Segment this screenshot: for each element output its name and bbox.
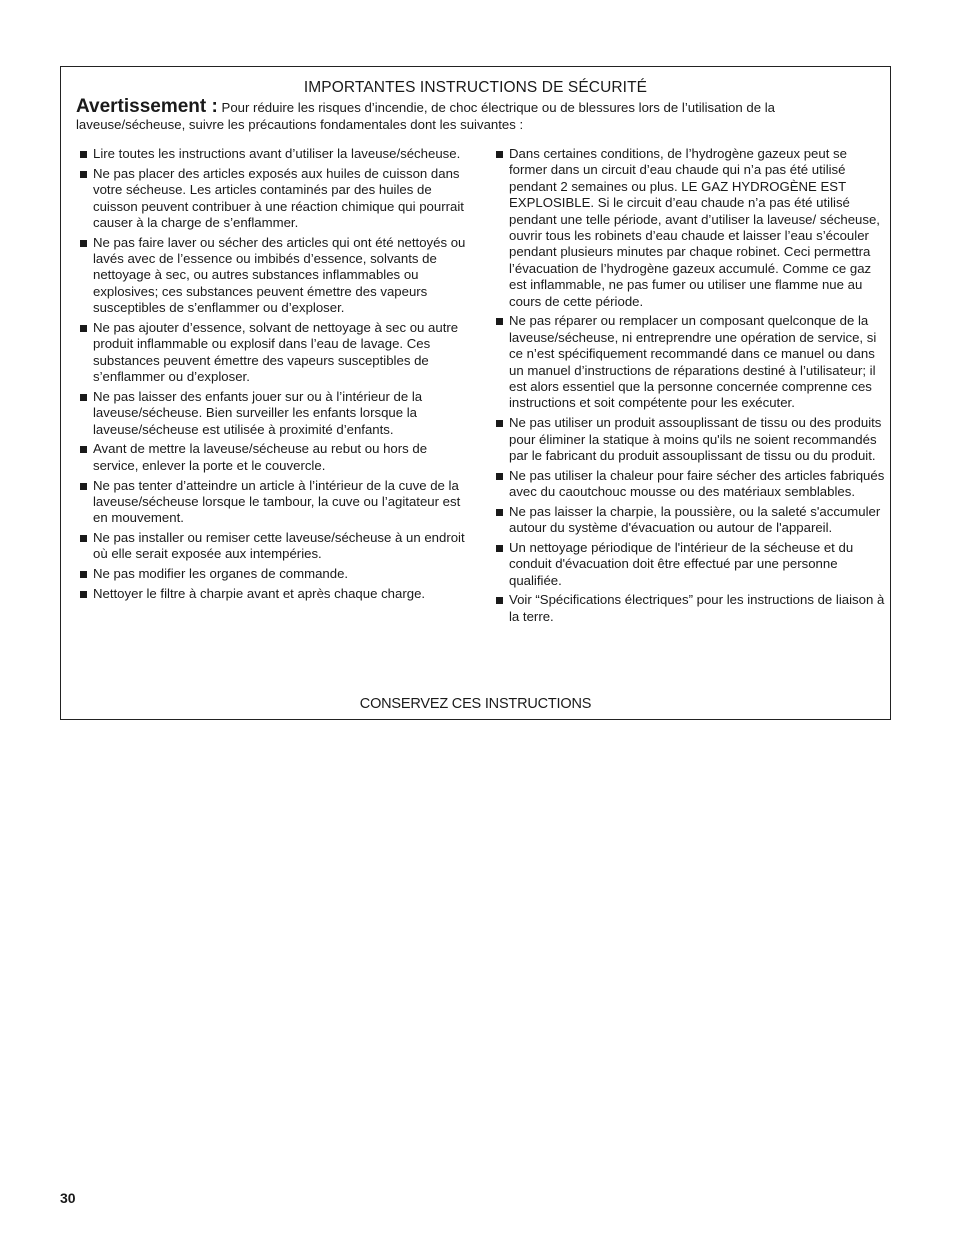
square-bullet-icon <box>80 151 87 158</box>
square-bullet-icon <box>80 171 87 178</box>
list-item <box>79 441 475 474</box>
square-bullet-icon <box>496 318 503 325</box>
instruction-text: Ne pas tenter d’atteindre un article à l’intérieur de la cuve de la laveuse/sécheuse lorsque le tambour, la cuve ou l’agitateur est en mouvement. <box>93 477 461 526</box>
list-item <box>495 592 885 625</box>
instruction-text: Ne pas laisser la charpie, la poussière, ou la saleté s'accumuler autour du système d'évacuation ou autour de l'appareil. <box>509 503 881 536</box>
instruction-text: Ne pas faire laver ou sécher des articles qui ont été nettoyés ou lavés avec de l’essence ou imbibés d’essence, solvants de nettoyage à sec, ou autres substances inflammables ou explosives; ces substances peuvent émettre des vapeurs susceptibles de s’enflammer ou d’exploser. <box>93 234 466 316</box>
square-bullet-icon <box>80 240 87 247</box>
square-bullet-icon <box>496 473 503 480</box>
list-item <box>79 166 475 232</box>
list-item <box>495 468 885 501</box>
instruction-text: Voir “Spécifications électriques” pour les instructions de liaison à la terre. <box>509 592 885 624</box>
warning-text: Pour réduire les risques d’incendie, de choc électrique ou de blessures lors de l’utilisation de la laveuse/sécheuse, suivre les précautions fondamentales dont les suivantes : <box>76 100 775 132</box>
instruction-text: Ne pas placer des articles exposés aux huiles de cuisson dans votre sécheuse. Les articles contaminés par des huiles de cuisson peuvent contribuer à une réaction chimique qui pourrait causer à la charge de s’enflammer. <box>93 165 464 230</box>
list-item <box>79 389 475 438</box>
left-instruction-list <box>79 146 475 606</box>
list-item <box>495 313 885 411</box>
instruction-text: Ne pas modifier les organes de commande. <box>93 566 349 582</box>
list-item <box>495 146 885 310</box>
list-item <box>495 504 885 537</box>
save-instructions-note: CONSERVEZ CES INSTRUCTIONS <box>359 696 592 712</box>
list-item <box>79 586 475 602</box>
square-bullet-icon <box>80 483 87 490</box>
instruction-text: Avant de mettre la laveuse/sécheuse au rebut ou hors de service, enlever la porte et le couvercle. <box>93 441 428 473</box>
instruction-text: Ne pas utiliser la chaleur pour faire sécher des articles fabriqués avec du caoutchouc mousse ou des matériaux semblables. <box>509 467 885 500</box>
list-item <box>79 530 475 563</box>
instruction-text: Un nettoyage périodique de l'intérieur de la sécheuse et du conduit d'évacuation doit être effectué par une personne qualifiée. <box>509 539 854 588</box>
instruction-text: Ne pas utiliser un produit assouplissant de tissu ou des produits pour éliminer la statique à moins qu'ils ne soient recommandés par le fabricant du produit assouplissant de tissu ou du produit. <box>509 415 882 463</box>
list-item <box>495 540 885 589</box>
square-bullet-icon <box>80 446 87 453</box>
list-item <box>79 235 475 317</box>
square-bullet-icon <box>80 571 87 578</box>
square-bullet-icon <box>80 325 87 332</box>
square-bullet-icon <box>496 545 503 552</box>
list-item <box>495 415 885 464</box>
warning-label: Avertissement : <box>76 96 218 117</box>
square-bullet-icon <box>496 420 503 427</box>
right-instruction-list <box>495 146 885 628</box>
square-bullet-icon <box>80 394 87 401</box>
warning-intro <box>76 96 876 133</box>
instruction-text: Ne pas réparer ou remplacer un composant quelconque de la laveuse/sécheuse, ni entreprendre une opération de service, si ce n’est spécifiquement recommandé dans ce manuel ou dans un manuel d’instructions de réparations destiné à l’utilisateur; il est alors essentiel que la personne concernée comprenne ces instructions et soit compétente pour les exécuter. <box>509 313 877 411</box>
instruction-text: Ne pas laisser des enfants jouer sur ou à l’intérieur de la laveuse/sécheuse. Bien surveiller les enfants lorsque la laveuse/sécheuse est utilisée à proximité d’enfants. <box>93 388 423 437</box>
instruction-text: Ne pas ajouter d’essence, solvant de nettoyage à sec ou autre produit inflammable ou explosif dans l’eau de lavage. Ces substances peuvent émettre des vapeurs susceptibles de s’enflammer ou d’exploser. <box>93 319 459 385</box>
instruction-text: Nettoyer le filtre à charpie avant et après chaque charge. <box>93 585 426 601</box>
square-bullet-icon <box>496 597 503 604</box>
safety-instructions-box <box>60 66 891 720</box>
list-item <box>79 320 475 386</box>
instruction-text: Dans certaines conditions, de l’hydrogène gazeux peut se former dans un circuit d’eau chaude qui n’a pas été utilisé pendant 2 semaines ou plus. LE GAZ HYDROGÈNE EST EXPLOSIBLE. Si le circuit d’eau chaude n’a pas été utilisé pendant une telle période, avant d’utiliser la laveuse/ sécheuse, ouvrir tous les robinets d’eau chaude et laisser l’eau s’écouler pendant plusieurs minutes par chaque robinet. Ceci permettra l’évacuation de l’hydrogène gazeux accumulé. Comme ce gaz est inflammable, ne pas fumer ou utiliser une flamme nue au cours de cette période. <box>509 146 880 309</box>
square-bullet-icon <box>80 591 87 598</box>
safety-heading: IMPORTANTES INSTRUCTIONS DE SÉCURITÉ <box>303 79 648 96</box>
page-number: 30 <box>60 1190 76 1206</box>
square-bullet-icon <box>496 151 503 158</box>
list-item <box>79 566 475 582</box>
list-item <box>79 478 475 527</box>
instruction-text: Lire toutes les instructions avant d’utiliser la laveuse/sécheuse. <box>93 146 461 161</box>
list-item <box>79 146 475 162</box>
square-bullet-icon <box>496 509 503 516</box>
instruction-text: Ne pas installer ou remiser cette laveuse/sécheuse à un endroit où elle serait exposée aux intempéries. <box>93 530 465 562</box>
square-bullet-icon <box>80 535 87 542</box>
